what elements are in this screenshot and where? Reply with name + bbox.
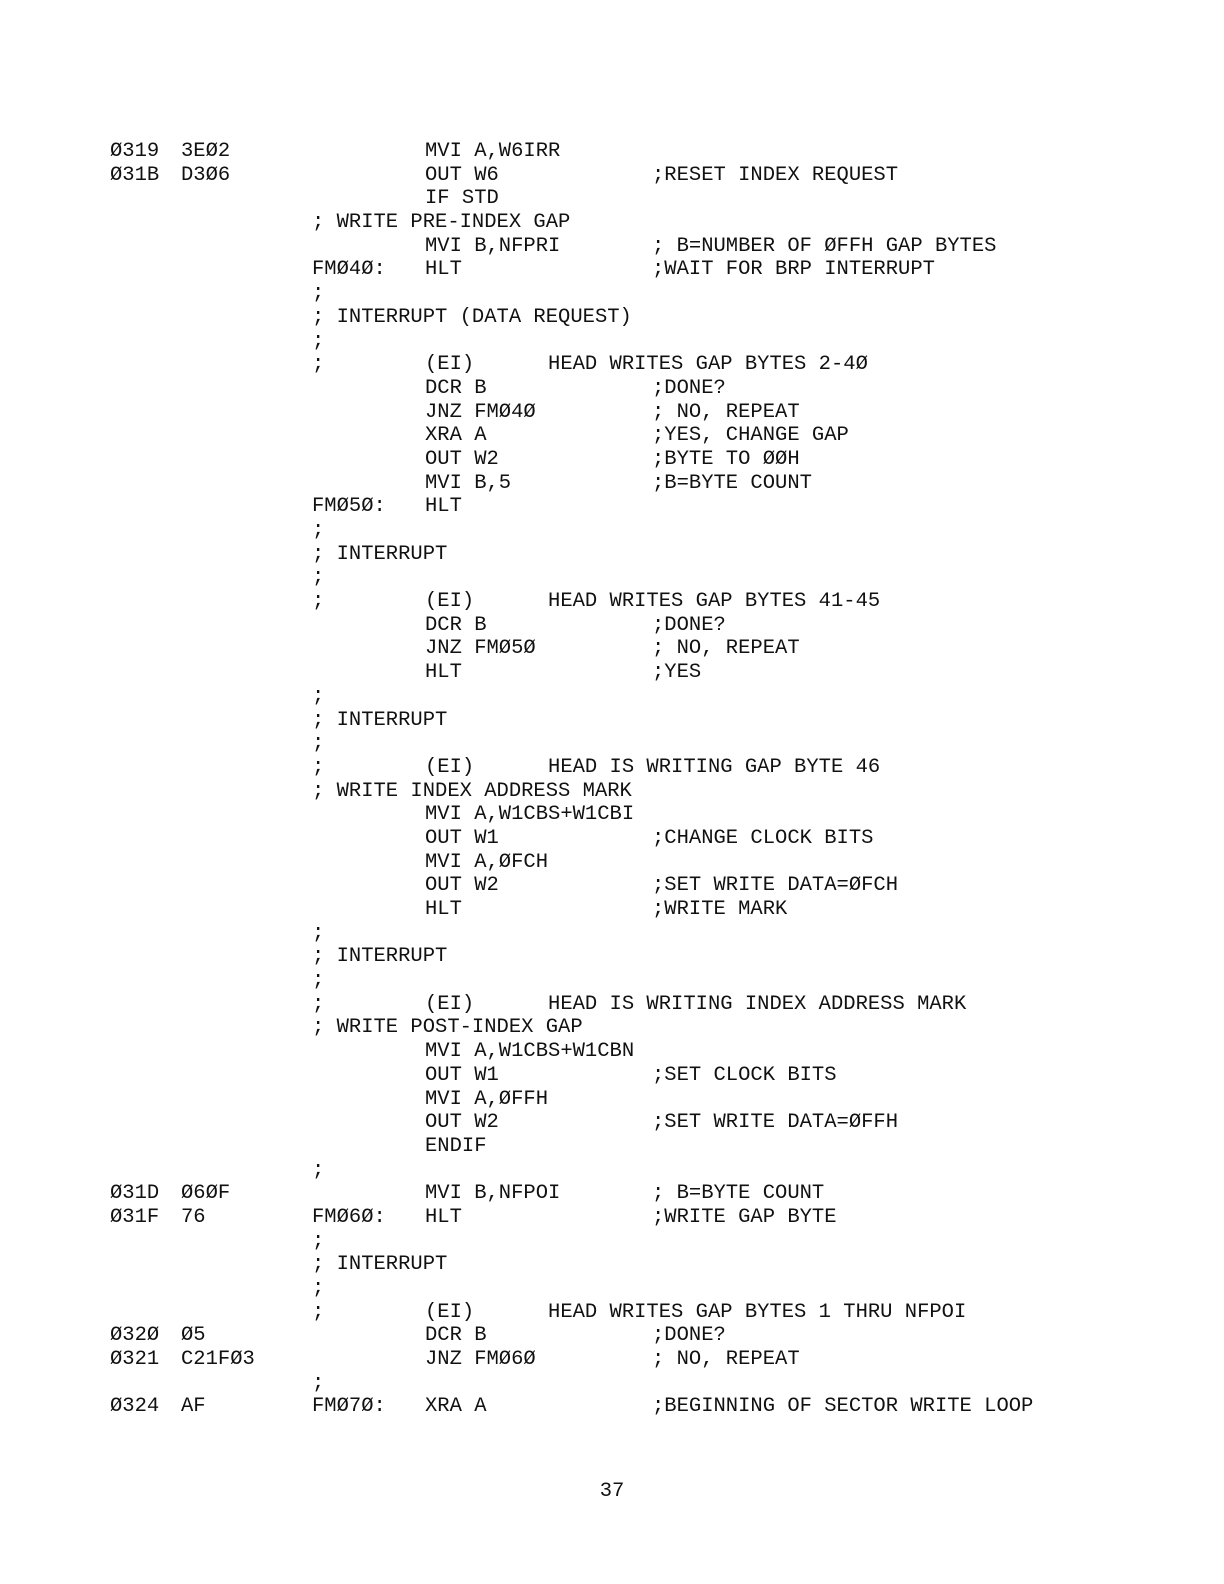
source-code: DCR B [425, 613, 487, 637]
listing-line [110, 1182, 1210, 1206]
comment: ;BYTE TO ØØH [652, 447, 800, 471]
source-code: OUT W2 [425, 1111, 499, 1135]
listing-line [110, 1372, 1210, 1396]
object-code: D3Ø6 [181, 163, 231, 187]
source-code: MVI B,5 [425, 471, 512, 495]
label: ; INTERRUPT (DATA REQUEST) [312, 305, 632, 329]
source-code: OUT W2 [425, 874, 499, 898]
listing-line [110, 709, 1210, 733]
label: ; WRITE POST-INDEX GAP [312, 1016, 583, 1040]
listing-line [110, 922, 1210, 946]
listing-line [110, 164, 1210, 188]
source-code: (EI) HEAD WRITES GAP BYTES 41-45 [425, 590, 881, 614]
source-code: JNZ FMØ6Ø [425, 1348, 536, 1372]
source-code: (EI) HEAD WRITES GAP BYTES 1 THRU NFPOI [425, 1300, 967, 1324]
comment: ; NO, REPEAT [652, 1348, 800, 1372]
source-code: HLT [425, 258, 462, 282]
source-code: OUT W2 [425, 447, 499, 471]
label: ; [312, 969, 325, 993]
listing-line [110, 1324, 1210, 1348]
label: ; [312, 684, 325, 708]
object-code: 76 [181, 1205, 206, 1229]
listing-line [110, 969, 1210, 993]
comment: ;DONE? [652, 376, 726, 400]
comment: ;DONE? [652, 1324, 726, 1348]
listing-line [110, 1230, 1210, 1254]
listing-line [110, 803, 1210, 827]
listing-line [110, 187, 1210, 211]
label: ; [312, 590, 325, 614]
label: ; [312, 921, 325, 945]
listing-line [110, 566, 1210, 590]
label: ; [312, 566, 325, 590]
listing-line [110, 543, 1210, 567]
listing-line [110, 1111, 1210, 1135]
source-code: OUT W6 [425, 163, 499, 187]
listing-line [110, 827, 1210, 851]
source-code: MVI A,W6IRR [425, 140, 561, 163]
comment: ;WRITE GAP BYTE [652, 1205, 837, 1229]
label: ; [312, 1371, 325, 1395]
label: ; [312, 519, 325, 542]
source-code: IF STD [425, 187, 499, 211]
listing-line [110, 519, 1210, 543]
source-code: MVI A,W1CBS+W1CBI [425, 803, 635, 827]
listing-line [110, 377, 1210, 401]
listing-line [110, 140, 1210, 164]
listing-line [110, 495, 1210, 519]
listing-line [110, 590, 1210, 614]
label: FMØ6Ø: [312, 1205, 386, 1229]
listing-line [110, 424, 1210, 448]
comment: ; B=BYTE COUNT [652, 1182, 825, 1206]
comment: ;YES, CHANGE GAP [652, 424, 849, 448]
object-code: 3EØ2 [181, 140, 231, 163]
source-code: XRA A [425, 424, 487, 448]
comment: ;SET CLOCK BITS [652, 1063, 837, 1087]
comment: ;DONE? [652, 613, 726, 637]
label: ; [312, 1277, 325, 1300]
label: FMØ4Ø: [312, 258, 386, 282]
source-code: MVI A,ØFCH [425, 850, 549, 874]
address: Ø319 [110, 140, 160, 163]
listing-line [110, 661, 1210, 685]
comment: ;SET WRITE DATA=ØFFH [652, 1111, 899, 1135]
label: ; [312, 1300, 325, 1324]
source-code: MVI A,ØFFH [425, 1087, 549, 1111]
source-code: HLT [425, 1205, 462, 1229]
listing-line [110, 330, 1210, 354]
address: Ø321 [110, 1348, 160, 1372]
label: ; WRITE PRE-INDEX GAP [312, 211, 571, 235]
source-code: JNZ FMØ4Ø [425, 400, 536, 424]
label: ; [312, 282, 325, 306]
listing-line [110, 448, 1210, 472]
label: ; [312, 755, 325, 779]
listing-line [110, 282, 1210, 306]
comment: ;SET WRITE DATA=ØFCH [652, 874, 899, 898]
listing-line [110, 353, 1210, 377]
label: ; [312, 353, 325, 377]
listing-line [110, 1040, 1210, 1064]
source-code: (EI) HEAD IS WRITING INDEX ADDRESS MARK [425, 992, 967, 1016]
listing-line [110, 945, 1210, 969]
comment: ; NO, REPEAT [652, 637, 800, 661]
label: ; [312, 732, 325, 756]
page-number: 37 [599, 1480, 625, 1503]
label: ; [312, 329, 325, 353]
listing-line [110, 211, 1210, 235]
listing-line [110, 1088, 1210, 1112]
listing-line [110, 1016, 1210, 1040]
source-code: DCR B [425, 376, 487, 400]
source-code: XRA A [425, 1395, 487, 1419]
source-code: (EI) HEAD WRITES GAP BYTES 2-4Ø [425, 353, 868, 377]
code-listing [110, 140, 1210, 1419]
source-code: HLT [425, 661, 462, 685]
object-code: Ø5 [181, 1324, 206, 1348]
label: FMØ7Ø: [312, 1395, 386, 1419]
comment: ; NO, REPEAT [652, 400, 800, 424]
label: ; [312, 1229, 325, 1253]
label: ; INTERRUPT [312, 542, 448, 566]
listing-line [110, 614, 1210, 638]
source-code: MVI A,W1CBS+W1CBN [425, 1040, 635, 1064]
listing-line [110, 1253, 1210, 1277]
listing-line [110, 685, 1210, 709]
listing-line [110, 1395, 1210, 1419]
source-code: JNZ FMØ5Ø [425, 637, 536, 661]
listing-line [110, 235, 1210, 259]
address: Ø31F [110, 1205, 160, 1229]
source-code: (EI) HEAD IS WRITING GAP BYTE 46 [425, 755, 881, 779]
listing-line [110, 1301, 1210, 1325]
label: ; [312, 1158, 325, 1182]
listing-line [110, 472, 1210, 496]
listing-line [110, 401, 1210, 425]
source-code: HLT [425, 898, 462, 921]
address: Ø32Ø [110, 1324, 160, 1348]
comment: ;WAIT FOR BRP INTERRUPT [652, 258, 935, 282]
address: Ø31B [110, 163, 160, 187]
listing-line [110, 1277, 1210, 1301]
comment: ;RESET INDEX REQUEST [652, 163, 899, 187]
source-code: MVI B,NFPRI [425, 234, 561, 258]
object-code: C21FØ3 [181, 1348, 255, 1372]
source-code: ENDIF [425, 1134, 487, 1158]
listing-line [110, 898, 1210, 922]
source-code: OUT W1 [425, 826, 499, 850]
label: ; INTERRUPT [312, 945, 448, 969]
source-code: OUT W1 [425, 1063, 499, 1087]
listing-line [110, 306, 1210, 330]
listing-line [110, 993, 1210, 1017]
object-code: AF [181, 1395, 206, 1419]
comment: ;WRITE MARK [652, 898, 788, 921]
label: ; WRITE INDEX ADDRESS MARK [312, 779, 632, 803]
label: ; INTERRUPT [312, 708, 448, 732]
listing-line [110, 1159, 1210, 1183]
comment: ;BEGINNING OF SECTOR WRITE LOOP [652, 1395, 1034, 1419]
listing-line [110, 732, 1210, 756]
listing-line [110, 1348, 1210, 1372]
label: ; [312, 992, 325, 1016]
listing-line [110, 780, 1210, 804]
comment: ; B=NUMBER OF ØFFH GAP BYTES [652, 234, 997, 258]
address: Ø31D [110, 1182, 160, 1206]
listing-line [110, 1206, 1210, 1230]
label: FMØ5Ø: [312, 495, 386, 519]
comment: ;B=BYTE COUNT [652, 471, 812, 495]
address: Ø324 [110, 1395, 160, 1419]
comment: ;CHANGE CLOCK BITS [652, 826, 874, 850]
listing-line [110, 1135, 1210, 1159]
listing-line [110, 756, 1210, 780]
listing-line [110, 1064, 1210, 1088]
object-code: Ø6ØF [181, 1182, 231, 1206]
source-code: HLT [425, 495, 462, 519]
source-code: MVI B,NFPOI [425, 1182, 561, 1206]
listing-line [110, 258, 1210, 282]
listing-line [110, 874, 1210, 898]
source-code: DCR B [425, 1324, 487, 1348]
comment: ;YES [652, 661, 702, 685]
label: ; INTERRUPT [312, 1253, 448, 1277]
listing-line [110, 637, 1210, 661]
listing-line [110, 851, 1210, 875]
